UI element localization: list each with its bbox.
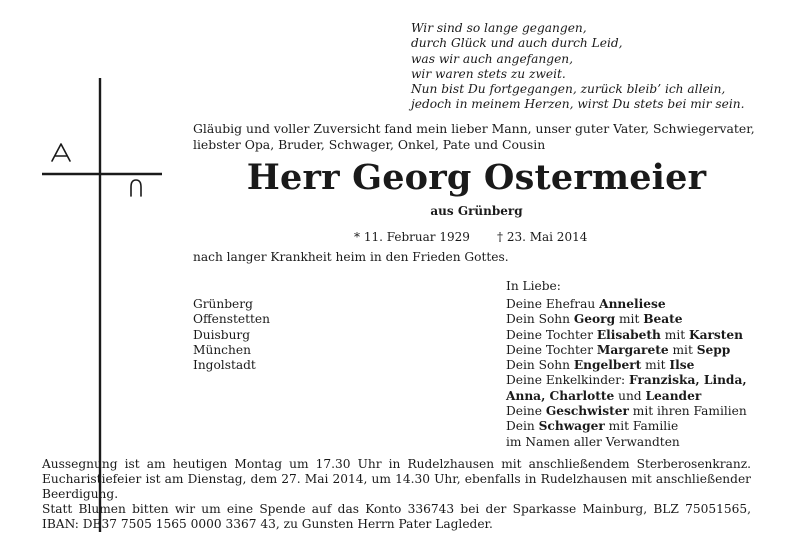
passing-text: nach langer Krankheit heim in den Frieden Gottes. — [193, 250, 509, 264]
intro-line: liebster Opa, Bruder, Schwager, Onkel, Pate und Cousin — [193, 137, 546, 152]
mourner-relation: Dein Sohn — [506, 358, 574, 373]
city-item: Grünberg — [193, 297, 253, 311]
mourner-name: Schwager — [538, 419, 605, 434]
poem-line: durch Glück und auch durch Leid, — [411, 36, 623, 51]
mourner-line — [506, 435, 747, 450]
deceased-origin: aus Grünberg — [430, 204, 523, 218]
city-item: Ingolstadt — [193, 358, 256, 373]
mourner-line — [506, 343, 747, 358]
mourner-partner: Ilse — [669, 358, 695, 373]
mourner-connector: mit — [615, 312, 644, 327]
mourner-name: Georg — [573, 312, 616, 327]
city-item: Offenstetten — [193, 312, 270, 327]
mourner-line — [506, 404, 747, 419]
alpha-icon — [52, 144, 70, 161]
poem-line: was wir auch angefangen, — [411, 51, 574, 66]
mourner-list — [506, 297, 747, 450]
mourner-connector: mit — [641, 358, 670, 373]
mourner-name: Anneliese — [599, 297, 666, 311]
mourner-line — [506, 419, 747, 434]
mourner-name: Elisabeth — [596, 327, 661, 342]
mourner-relation: Deine Tochter — [506, 327, 597, 342]
mourner-relation: im Namen aller Verwandten — [506, 434, 680, 449]
mourner-partner: Beate — [643, 312, 683, 327]
mourner-relation: Deine Enkelkinder: — [506, 373, 630, 388]
service-notice — [42, 457, 751, 532]
mourner-partner: Sepp — [696, 342, 731, 357]
city-item: München — [193, 342, 251, 357]
notice-blessing: Aussegnung ist am heutigen Montag um 17.30 Uhr in Rudelzhausen mit anschließendem Sterberosenkranz. — [42, 457, 751, 471]
poem-line: Wir sind so lange gegangen, — [411, 21, 587, 35]
mourner-connector: mit — [668, 342, 697, 357]
mourner-relation: Deine Tochter — [506, 342, 597, 357]
deceased-name: Herr Georg Ostermeier — [246, 157, 707, 198]
city-item: Duisburg — [193, 327, 251, 342]
intro-line: Gläubig und voller Zuversicht fand mein lieber Mann, unser guter Vater, Schwiegervater, — [193, 121, 755, 136]
mourner-line — [506, 373, 747, 388]
death-date: † 23. Mai 2014 — [497, 230, 588, 244]
mourner-line — [506, 389, 747, 404]
omega-icon — [131, 180, 141, 196]
poem-line: Nun bist Du fortgegangen, zurück bleib’ ich allein, — [411, 82, 726, 97]
birth-date: * 11. Februar 1929 — [354, 230, 470, 244]
mourner-relation: Dein Sohn — [506, 312, 574, 327]
mourner-partner: Karsten — [689, 327, 744, 342]
mourner-relation: Deine Ehefrau — [506, 297, 600, 311]
mourner-relation: Deine — [506, 404, 546, 419]
notice-mass: Eucharistiefeier ist am Dienstag, dem 27. Mai 2014, um 14.30 Uhr, ebenfalls in Rudelzhausen mit anschließender Beerdigung. — [42, 472, 751, 502]
in-liebe-heading: In Liebe: — [506, 279, 561, 293]
mourner-partner: Leander — [645, 388, 702, 403]
mourner-name: Anna, Charlotte — [506, 388, 615, 403]
mourner-relation: Dein — [506, 419, 539, 434]
city-list — [193, 297, 270, 373]
notice-donation: Statt Blumen bitten wir um eine Spende auf das Konto 336743 bei der Sparkasse Mainburg, BLZ 75051565, IBAN: DE37 7505 1565 0000 3367 43, zu Gunsten Herrn Pater Lagleder. — [42, 502, 751, 532]
mourner-name: Geschwister — [545, 404, 629, 419]
mourner-connector: mit ihren Familien — [628, 404, 747, 419]
intro-text — [193, 121, 755, 153]
mourner-connector: mit Familie — [604, 419, 679, 434]
mourner-line — [506, 358, 747, 373]
mourner-line — [506, 328, 747, 343]
mourner-line — [506, 312, 747, 327]
mourner-connector: und — [614, 388, 646, 403]
poem-line: wir waren stets zu zweit. — [411, 66, 566, 81]
mourner-name: Margarete — [596, 342, 669, 357]
memorial-poem — [411, 21, 744, 113]
poem-line: jedoch in meinem Herzen, wirst Du stets bei mir sein. — [411, 97, 745, 112]
mourner-line — [506, 297, 747, 312]
mourner-connector: mit — [660, 327, 690, 342]
mourner-name: Franziska, Linda, — [629, 373, 747, 388]
mourner-name: Engelbert — [573, 358, 642, 373]
